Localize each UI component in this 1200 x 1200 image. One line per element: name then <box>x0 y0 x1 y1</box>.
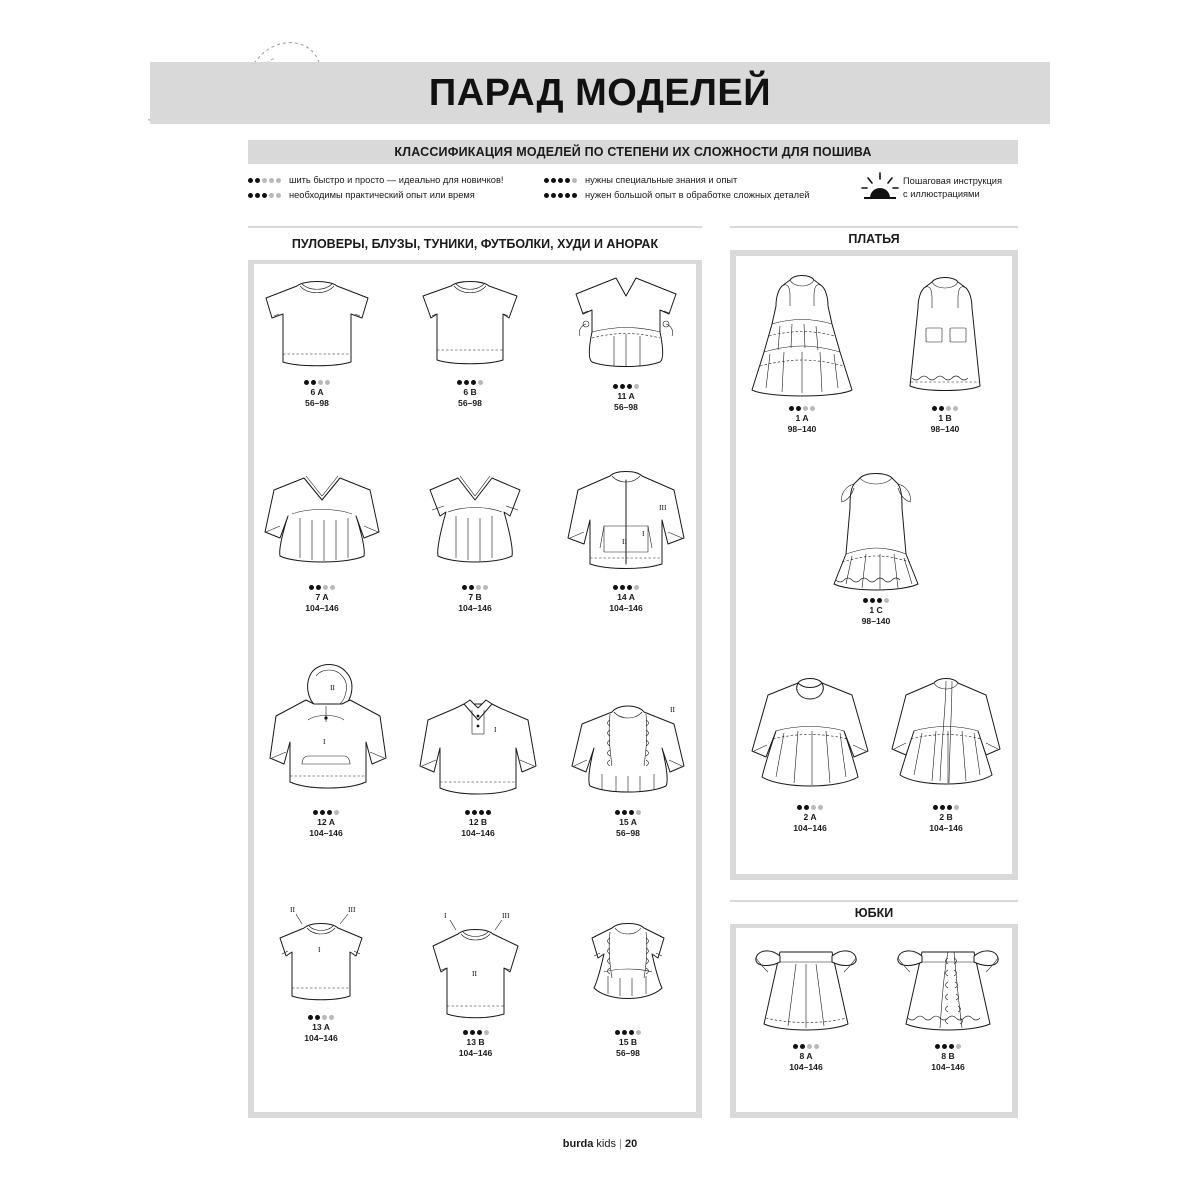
model-item[interactable] <box>256 900 386 1044</box>
model-code: 6 B <box>463 387 477 397</box>
model-size: 104–146 <box>458 603 492 613</box>
model-size: 98–140 <box>787 424 817 434</box>
model-label <box>882 1051 1014 1073</box>
model-code: 15 B <box>618 1037 638 1047</box>
model-label <box>808 605 944 627</box>
model-item[interactable] <box>408 910 543 1059</box>
model-size: 56–98 <box>616 828 640 838</box>
model-size: 56–98 <box>614 402 638 412</box>
difficulty-dots <box>558 810 698 815</box>
pattern-piece-label: I <box>642 529 645 538</box>
model-label <box>410 592 540 614</box>
model-size: 104–146 <box>309 828 343 838</box>
level-dots-icon <box>248 178 283 183</box>
pattern-piece-label: II <box>670 705 675 714</box>
legend-item <box>248 190 504 200</box>
step-guide-line2: с иллюстрациями <box>903 189 980 199</box>
model-size: 104–146 <box>929 823 963 833</box>
garment-illustration-tiered-dress <box>736 266 868 406</box>
pattern-piece-label: I <box>323 737 326 746</box>
difficulty-dots <box>882 406 1008 411</box>
difficulty-dots <box>252 585 392 590</box>
difficulty-dots <box>410 585 540 590</box>
model-size: 104–146 <box>304 1033 338 1043</box>
section-title-tops: ПУЛОВЕРЫ, БЛУЗЫ, ТУНИКИ, ФУТБОЛКИ, ХУДИ И АНОРАК <box>248 228 702 260</box>
difficulty-dots <box>256 810 396 815</box>
garment-illustration-flutter-dress <box>808 458 944 598</box>
model-item[interactable] <box>740 665 880 834</box>
pattern-piece-label: III <box>348 905 356 914</box>
model-size: 104–146 <box>461 828 495 838</box>
model-code: 1 C <box>869 605 883 615</box>
model-size: 104–146 <box>305 603 339 613</box>
classification-text: КЛАССИФИКАЦИЯ МОДЕЛЕЙ ПО СТЕПЕНИ ИХ СЛОЖНОСТИ ДЛЯ ПОШИВА <box>394 145 872 159</box>
model-item[interactable] <box>558 690 698 839</box>
model-label <box>882 413 1008 435</box>
model-label <box>740 812 880 834</box>
legend-item <box>544 175 809 185</box>
legend-column-left <box>248 175 504 205</box>
pattern-piece-label: II <box>290 905 295 914</box>
garment-illustration-ruffle-skirt <box>882 938 1014 1044</box>
model-label <box>880 812 1012 834</box>
garment-illustration-anorak <box>556 460 696 585</box>
level-dots-icon <box>544 193 579 198</box>
pattern-piece-label: II <box>622 537 627 546</box>
model-code: 7 B <box>468 592 482 602</box>
difficulty-dots <box>256 1015 386 1020</box>
difficulty-dots <box>880 805 1012 810</box>
footer-brand-sub: kids <box>596 1138 616 1150</box>
pattern-piece-label: III <box>502 911 510 920</box>
model-item[interactable] <box>252 460 392 614</box>
model-label <box>408 817 548 839</box>
model-label <box>736 413 868 435</box>
model-item[interactable] <box>882 938 1014 1073</box>
difficulty-dots <box>408 1030 543 1035</box>
garment-illustration-vneck-shortsleeve <box>410 460 540 585</box>
legend-item-label: шить быстро и просто — идеально для новичков! <box>289 175 504 185</box>
difficulty-dots <box>252 380 382 385</box>
garment-illustration-boxy-top <box>405 270 535 380</box>
legend-item-label: нужен большой опыт в обработке сложных деталей <box>585 190 810 200</box>
model-label <box>256 1022 386 1044</box>
model-label <box>408 1037 543 1059</box>
model-size: 56–98 <box>616 1048 640 1058</box>
level-dots-icon <box>248 193 283 198</box>
model-item[interactable] <box>808 458 944 627</box>
garment-illustration-pocket-dress <box>882 266 1008 406</box>
model-item[interactable] <box>256 660 396 839</box>
garment-illustration-ruffle-blouse <box>558 690 698 810</box>
legend-item-label: необходимы практический опыт или время <box>289 190 475 200</box>
model-code: 13 A <box>312 1022 330 1032</box>
difficulty-dots <box>740 805 880 810</box>
model-label <box>256 817 396 839</box>
garment-illustration-belt-dress <box>880 665 1012 805</box>
model-code: 6 A <box>310 387 324 397</box>
legend-column-middle <box>544 175 809 205</box>
footer-separator: | <box>619 1138 622 1150</box>
model-code: 8 B <box>941 1051 955 1061</box>
model-label <box>252 592 392 614</box>
step-guide-line1: Пошаговая инструкция <box>903 176 1003 186</box>
sunrise-icon <box>860 171 900 205</box>
model-size: 104–146 <box>793 823 827 833</box>
page-footer <box>0 1138 1200 1150</box>
model-code: 2 B <box>939 812 953 822</box>
garment-illustration-hoodie <box>256 660 396 810</box>
model-item[interactable] <box>405 270 535 409</box>
footer-page-number: 20 <box>624 1138 638 1150</box>
pattern-piece-label: III <box>659 503 667 512</box>
model-item[interactable] <box>740 938 872 1073</box>
garment-illustration-vneck-longsleeve <box>252 460 392 585</box>
model-code: 1 B <box>938 413 952 423</box>
model-item[interactable] <box>408 690 548 839</box>
model-code: 14 A <box>617 592 635 602</box>
model-size: 104–146 <box>458 1048 493 1058</box>
garment-illustration-tee-raglan <box>408 910 543 1030</box>
model-label <box>740 1051 872 1073</box>
legend-item <box>544 190 809 200</box>
garment-illustration-sweatshirt <box>252 270 382 380</box>
level-dots-icon <box>544 178 579 183</box>
legend-item <box>248 175 504 185</box>
garment-illustration-bow-skirt <box>740 938 872 1044</box>
garment-illustration-boxy-tee <box>256 900 386 1015</box>
model-code: 12 B <box>468 817 488 827</box>
difficulty-dots <box>558 1030 698 1035</box>
difficulty-dots <box>740 1044 872 1049</box>
difficulty-dots <box>882 1044 1014 1049</box>
model-item[interactable] <box>736 266 868 435</box>
model-label <box>556 391 696 413</box>
difficulty-dots <box>808 598 944 603</box>
legend-item-label: нужны специальные знания и опыт <box>585 175 738 185</box>
garment-illustration-polo <box>408 690 548 810</box>
model-code: 1 A <box>795 413 809 423</box>
model-code: 12 A <box>317 817 335 827</box>
garment-illustration-ruffle-peplum <box>558 910 698 1030</box>
pattern-piece-label: I <box>444 911 447 920</box>
garment-illustration-tunic-ties <box>556 266 696 384</box>
model-code: 13 B <box>466 1037 485 1047</box>
model-size: 104–146 <box>789 1062 823 1072</box>
footer-brand: burda <box>562 1138 594 1150</box>
model-size: 56–98 <box>305 398 329 408</box>
model-item[interactable] <box>252 270 382 409</box>
pattern-piece-label: I <box>494 725 497 734</box>
section-title-dresses: ПЛАТЬЯ <box>730 228 1018 250</box>
difficulty-dots <box>556 384 696 389</box>
difficulty-dots <box>556 585 696 590</box>
model-code: 8 A <box>799 1051 813 1061</box>
model-item[interactable] <box>880 665 1012 834</box>
pattern-piece-label: II <box>472 969 477 978</box>
model-code: 7 A <box>315 592 329 602</box>
model-code: 15 A <box>619 817 637 827</box>
model-item[interactable] <box>558 910 698 1059</box>
step-guide-text <box>903 175 1002 201</box>
model-size: 98–140 <box>861 616 891 626</box>
difficulty-dots <box>408 810 548 815</box>
model-label <box>252 387 382 409</box>
pattern-piece-label: II <box>330 683 335 692</box>
model-label <box>558 1037 698 1059</box>
model-label <box>556 592 696 614</box>
section-title-skirts: ЮБКИ <box>730 902 1018 924</box>
page-title: ПАРАД МОДЕЛЕЙ <box>428 71 772 114</box>
difficulty-dots <box>736 406 868 411</box>
legend <box>248 175 1038 213</box>
model-label <box>405 387 535 409</box>
classification-band <box>248 140 1018 164</box>
page-title-band <box>150 62 1050 124</box>
model-code: 2 A <box>803 812 817 822</box>
model-item[interactable] <box>882 266 1008 435</box>
model-item[interactable] <box>556 460 696 614</box>
model-item[interactable] <box>410 460 540 614</box>
garment-illustration-collar-dress <box>740 665 880 805</box>
model-size: 104–146 <box>931 1062 965 1072</box>
model-code: 11 A <box>617 391 635 401</box>
model-size: 56–98 <box>458 398 482 408</box>
pattern-piece-label: I <box>318 945 321 954</box>
model-item[interactable] <box>556 266 696 413</box>
model-label <box>558 817 698 839</box>
model-size: 104–146 <box>609 603 643 613</box>
model-size: 98–140 <box>930 424 960 434</box>
difficulty-dots <box>405 380 535 385</box>
